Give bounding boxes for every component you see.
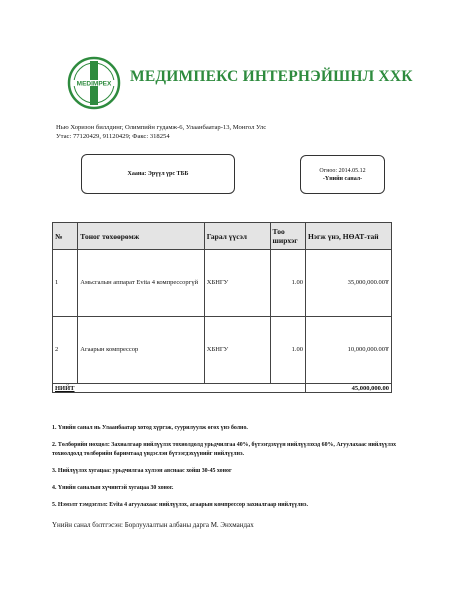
quote-label: -Үнийн санал- [322,175,363,182]
recipient-box [81,154,235,194]
medimpex-logo [66,55,122,111]
note-item: 3. Нийлүүлэх хугацаа: урьдчилгаа хүлээн авснаас хойш 30-45 хоног [52,468,232,474]
terms-notes [52,424,412,518]
company-name: МЕДИМПЕКС ИНТЕРНЭЙШНЛ ХХК [130,68,413,85]
row-equipment: Агаарын компрессор [78,317,204,384]
total-value: 45,000,000.00 [305,384,391,393]
table-header-row [53,223,392,250]
note-item: 4. Үнийн саналын хүчинтэй хугацаа 30 хоног. [52,485,174,491]
recipient-text: Хаана: Эрүүл үрс ТББ [127,171,189,177]
note-item: 2. Төлбөрийн нөхцөл: Захиалгаар нийлүүлэх тохиолдолд урьдчилгаа 40%, бүтээгдэхүүн нийлүүлэхэд 60%, Агуулахаас нийлүүлэх тохиолдолд төлбөрийн баримтаад үндэслэн бүтээгдэхүүнийг нийлүүлнэ. [52,442,397,457]
row-no: 2 [53,317,78,384]
quote-table [52,222,392,393]
row-qty: 1.00 [270,317,305,384]
col-header-equipment: Тоног төхөөрөмж [78,223,204,250]
date-text: Огноо: 2014.05.12 [319,167,366,174]
contact-line: Утас: 77120429, 91120429; Факс: 318254 [56,133,170,140]
table-row [53,250,392,317]
row-price: 35,000,000.00₮ [305,250,391,317]
row-origin: ХБНГУ [204,250,270,317]
svg-text:MEDIMPEX: MEDIMPEX [76,80,112,88]
row-qty: 1.00 [270,250,305,317]
note-item: 5. Нэмэлт тэмдэглэл: Evita 4 агуулахаас нийлүүлэх, агаарын компрессор захиалгаар нийлүүлнэ. [52,502,308,508]
address-line: Нью Хоризон биллдинг, Олимпийн гудамж-6, Улаанбаатар-13, Монгол Улс [56,124,267,131]
col-header-qty: Тоо ширхэг [270,223,305,250]
row-origin: ХБНГУ [204,317,270,384]
date-box [300,155,385,194]
row-no: 1 [53,250,78,317]
company-address [56,123,266,141]
total-label: НИЙТ [53,384,306,393]
col-header-price: Нэгж үнэ, НӨАТ-тай [305,223,391,250]
table-row [53,317,392,384]
col-header-no: № [53,223,78,250]
col-header-origin: Гарал үүсэл [204,223,270,250]
letterhead [66,55,446,111]
row-price: 10,000,000.00₮ [305,317,391,384]
row-equipment: Амьсгалын аппарат Evita 4 компрессоргүй [78,250,204,317]
prepared-by: Үнийн санал бэлтгэсэн: Борлуулалтын албаны дарга М. Энхмандах [52,521,254,529]
note-item: 1. Үнийн санал нь Улаанбаатар хотод хүргэж, суурилуулж өгөх үнэ болно. [52,425,248,431]
total-row [53,384,392,393]
